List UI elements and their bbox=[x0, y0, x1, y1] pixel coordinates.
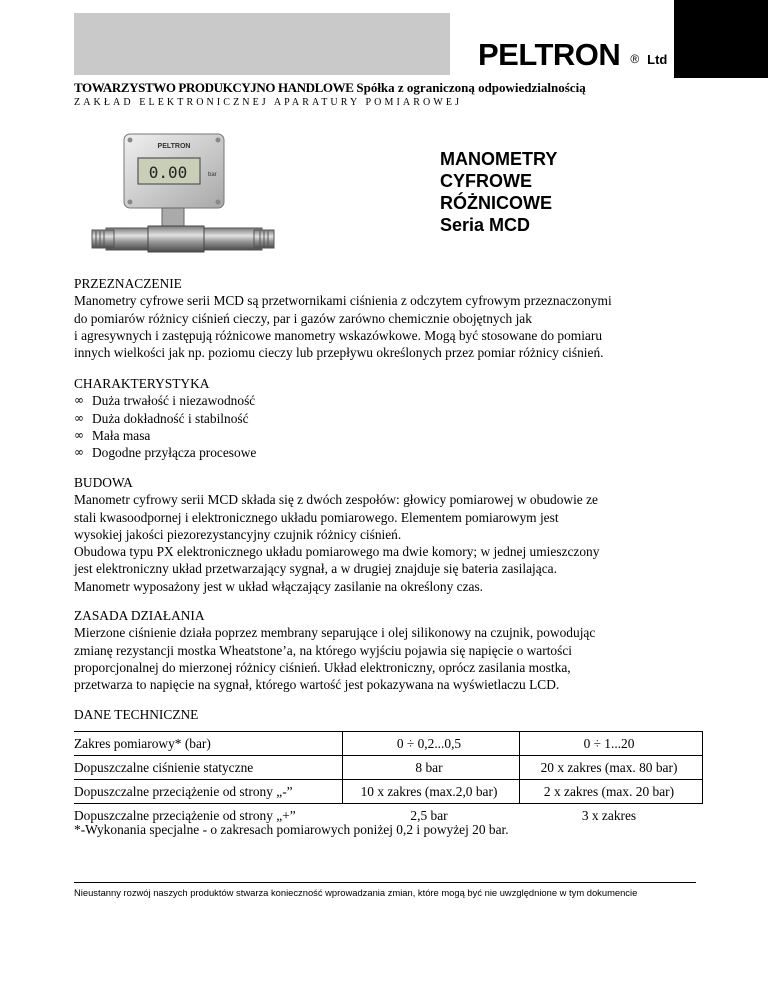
bullet-icon: ∞ bbox=[74, 393, 84, 408]
text-line: Manometr wyposażony jest w układ włączający zasilanie na określony czas. bbox=[74, 578, 484, 594]
section-purpose bbox=[74, 275, 714, 361]
product-title bbox=[440, 148, 557, 236]
table-cell: Dopuszczalne ciśnienie statyczne bbox=[74, 756, 343, 780]
product-title-line: CYFROWE bbox=[440, 171, 532, 191]
section-body bbox=[74, 491, 714, 595]
table-row bbox=[74, 780, 703, 804]
product-title-line: RÓŻNICOWE bbox=[440, 193, 552, 213]
feature-text: Duża dokładność i stabilność bbox=[92, 410, 249, 426]
text-line: Obudowa typu PX elektronicznego układu pomiarowego ma dwie komory; w jednej umieszczony bbox=[74, 544, 600, 560]
text-line: Mierzone ciśnienie działa poprzez membrany separujące i olej silikonowy na czujnik, powodując bbox=[74, 625, 596, 641]
bullet-icon: ∞ bbox=[74, 445, 84, 460]
table-cell: Dopuszczalne przeciążenie od strony „-” bbox=[74, 780, 343, 804]
list-item bbox=[74, 410, 714, 427]
footer-divider bbox=[74, 882, 696, 883]
lcd-unit: bar bbox=[208, 172, 217, 178]
section-construction bbox=[74, 474, 714, 595]
table-cell: 2 x zakres (max. 20 bar) bbox=[520, 780, 703, 804]
text-line: proporcjonalnej do mierzonej różnicy ciśnień. Układ elektroniczny, oprócz zasilania mostka, bbox=[74, 659, 571, 675]
section-heading: BUDOWA bbox=[74, 475, 133, 490]
feature-text: Dogodne przyłącza procesowe bbox=[92, 445, 257, 461]
peltron-logo bbox=[478, 30, 667, 70]
section-features bbox=[74, 375, 714, 461]
table-cell: 3 x zakres bbox=[581, 807, 637, 823]
list-item bbox=[74, 444, 714, 461]
section-body bbox=[74, 624, 714, 693]
table-row bbox=[74, 756, 703, 780]
text-line: przetwarza to napięcie na sygnał, którego wartość jest pokazywana na wyświetlaczu LCD. bbox=[74, 677, 560, 693]
text-line: wysokiej jakości piezorezystancyjny czujnik różnicy ciśnień. bbox=[74, 526, 402, 542]
section-body bbox=[74, 292, 714, 361]
text-line: zmianę rezystancji mostka Wheatstone’a, na którego wyjściu pojawia się napięcie o wartości bbox=[74, 642, 573, 658]
feature-list bbox=[74, 392, 714, 461]
company-name bbox=[74, 80, 586, 96]
section-heading: CHARAKTERYSTYKA bbox=[74, 376, 210, 391]
list-item bbox=[74, 392, 714, 409]
footer-disclaimer: Nieustanny rozwój naszych produktów stwarza konieczność wprowadzania zmian, które mogą być nie uwzględnione w tym dokumencie bbox=[74, 887, 638, 898]
logo-ltd: Ltd bbox=[647, 52, 668, 67]
text-line: jest elektroniczny układ przetwarzający sygnał, a w drugiej znajduje się bateria zasilająca. bbox=[74, 561, 557, 577]
bullet-icon: ∞ bbox=[74, 410, 84, 425]
lcd-reading: 0.00 bbox=[148, 163, 188, 182]
logo-wordmark: PELTRON bbox=[478, 37, 621, 72]
text-line: Manometr cyfrowy serii MCD składa się z dwóch zespołów: głowicy pomiarowej w obudowie ze bbox=[74, 492, 598, 508]
table-cell: 2,5 bar bbox=[410, 807, 448, 823]
text-line: stali kwasoodpornej i elektronicznego układu pomiarowego. Elementem pomiarowym jest bbox=[74, 509, 559, 525]
device-logo: PELTRON bbox=[157, 143, 191, 150]
text-line: Manometry cyfrowe serii MCD są przetwornikami ciśnienia z odczytem cyfrowym przeznaczonymi bbox=[74, 293, 612, 309]
header-gray-banner bbox=[74, 13, 450, 75]
table-footnote: *-Wykonania specjalne - o zakresach pomiarowych poniżej 0,2 i powyżej 20 bar. bbox=[74, 822, 509, 837]
feature-text: Mała masa bbox=[92, 427, 151, 443]
section-operating-principle bbox=[74, 607, 714, 693]
registered-mark: ® bbox=[630, 52, 640, 66]
text-line: innych wielkości jak np. poziomu cieczy lub przepływu określonych przez pomiar różnicy ciśnień. bbox=[74, 345, 604, 361]
bullet-icon: ∞ bbox=[74, 427, 84, 442]
company-name-bold: TOWARZYSTWO PRODUKCYJNO HANDLOWE bbox=[74, 80, 354, 95]
product-title-line: MANOMETRY bbox=[440, 149, 558, 169]
product-photo bbox=[88, 132, 278, 262]
feature-text: Duża trwałość i niezawodność bbox=[92, 393, 256, 409]
table-cell: 10 x zakres (max.2,0 bar) bbox=[343, 780, 520, 804]
table-cell: 0 ÷ 1...20 bbox=[520, 732, 703, 756]
section-heading: DANE TECHNICZNE bbox=[74, 707, 199, 722]
section-heading: PRZEZNACZENIE bbox=[74, 276, 182, 291]
technical-data-table bbox=[74, 731, 703, 827]
text-line: do pomiarów różnicy ciśnień cieczy, par i gazów zarówno chemicznie obojętnych jak bbox=[74, 310, 532, 326]
table-cell: 8 bar bbox=[343, 756, 520, 780]
table-row bbox=[74, 732, 703, 756]
table-cell: 0 ÷ 0,2...0,5 bbox=[343, 732, 520, 756]
list-item bbox=[74, 427, 714, 444]
table-cell: Dopuszczalne przeciążenie od strony „+” bbox=[74, 807, 296, 823]
section-heading: ZASADA DZIAŁANIA bbox=[74, 608, 205, 623]
table-cell: 20 x zakres (max. 80 bar) bbox=[520, 756, 703, 780]
section-technical-data bbox=[74, 706, 714, 723]
header-black-block bbox=[674, 0, 768, 78]
text-line: i agresywnych i zastępują różnicowe manometry wskazówkowe. Mogą być stosowane do pomiaru bbox=[74, 327, 603, 343]
company-legal-form: Spółka z ograniczoną odpowiedzialnością bbox=[356, 80, 586, 95]
product-series: Seria MCD bbox=[440, 215, 531, 235]
department-name: ZAKŁAD ELEKTRONICZNEJ APARATURY POMIAROWEJ bbox=[74, 97, 463, 108]
table-cell: Zakres pomiarowy* (bar) bbox=[74, 732, 343, 756]
